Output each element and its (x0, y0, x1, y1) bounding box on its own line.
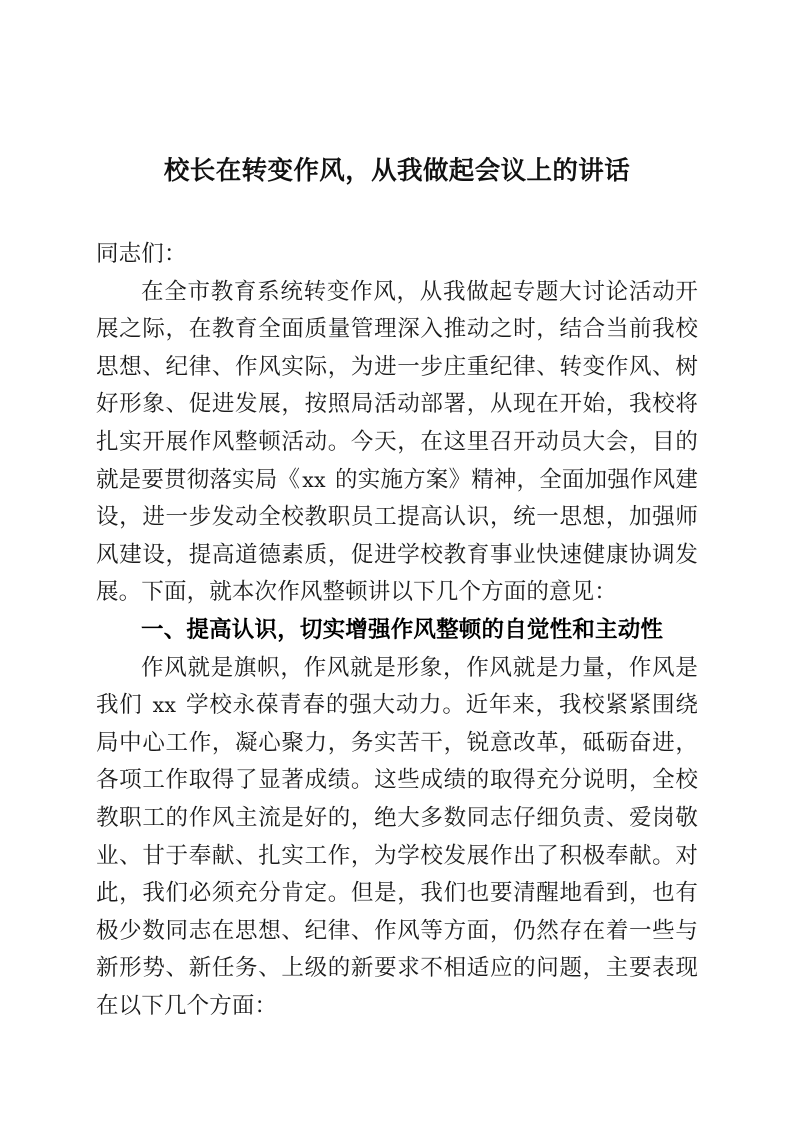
section-heading-1: 一、提高认识，切实增强作风整顿的自觉性和主动性 (141, 616, 664, 643)
page-title: 校长在转变作风，从我做起会议上的讲话 (163, 156, 631, 186)
latin-run: xx (152, 693, 177, 718)
body-paragraph-2: 作风就是旗帜，作风就是形象，作风就是力量，作风是我们 xx 学校永葆青春的强大动力。近年来，我校紧紧围绕局中心工作，凝心聚力，务实苦干，锐意改革，砥砺奋进，各项工作取得了显著成绩。这些成绩的取得充分说明，全校教职工的作风主流是好的，绝大多数同志仔细负责、爱岗敬业、甘于奉献、扎实工作，为学校发展作出了积极奉献。对此，我们必须充分肯定。但是，我们也要清醒地看到，也有极少数同志在思想、纪律、作风等方面，仍然存在着一些与新形势、新任务、上级的新要求不相适应的问题，主要表现在以下几个方面： (96, 654, 698, 1019)
document-body (96, 0, 698, 1025)
salutation-line: 同志们： (96, 241, 187, 267)
latin-run: xx (302, 467, 326, 492)
body-paragraph-1: 在全市教育系统转变作风，从我做起专题大讨论活动开展之际，在教育全面质量管理深入推动之时，结合当前我校思想、纪律、作风实际，为进一步庄重纪律、转变作风、树好形象、促进发展，按照局活动部署，从现在开始，我校将扎实开展作风整顿活动。今天，在这里召开动员大会，目的就是要贯彻落实局《xx 的实施方案》精神，全面加强作风建设，进一步发动全校教职员工提高认识，统一思想，加强师风建设，提高道德素质，促进学校教育事业快速健康协调发展。下面，就本次作风整顿讲以下几个方面的意见： (96, 278, 699, 606)
title-spacer (96, 190, 698, 236)
